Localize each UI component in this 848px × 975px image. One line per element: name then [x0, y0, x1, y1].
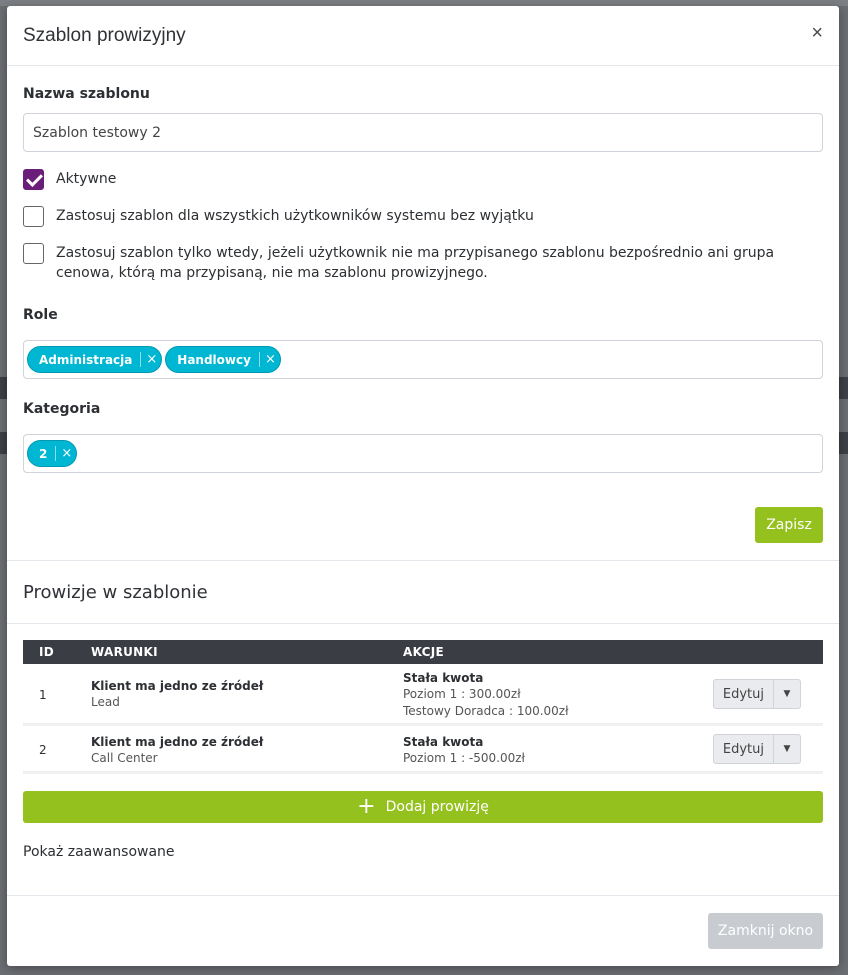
- action-line: Poziom 1 : -500.00zł: [403, 751, 525, 765]
- all-users-checkbox[interactable]: [23, 206, 44, 227]
- caret-down-icon[interactable]: ▼: [783, 689, 791, 699]
- role-tag: [27, 346, 162, 373]
- commissions-title: Prowizje w szablonie: [23, 582, 208, 603]
- active-checkbox[interactable]: [23, 169, 44, 190]
- action-title: Stała kwota: [403, 671, 484, 685]
- modal-title: Szablon prowizyjny: [23, 25, 186, 46]
- remove-tag-icon[interactable]: ×: [140, 352, 157, 367]
- remove-tag-icon[interactable]: ×: [55, 446, 72, 461]
- close-window-button[interactable]: Zamknij okno: [708, 913, 823, 949]
- role-tag-label: Administracja: [39, 352, 133, 367]
- edit-button[interactable]: Edytuj: [714, 735, 774, 763]
- roles-select[interactable]: [23, 340, 823, 379]
- column-id: ID: [39, 645, 55, 659]
- template-name-label: Nazwa szablonu: [23, 86, 150, 102]
- fallback-checkbox-row[interactable]: [23, 243, 826, 283]
- all-users-label: Zastosuj szablon dla wszystkich użytkowników systemu bez wyjątku: [56, 208, 534, 224]
- action-line: Poziom 1 : 300.00zł: [403, 687, 521, 701]
- caret-down-icon[interactable]: ▼: [783, 744, 791, 754]
- condition-value: Lead: [91, 695, 120, 709]
- column-conditions: WARUNKI: [91, 645, 158, 659]
- category-select[interactable]: [23, 434, 823, 473]
- footer-divider: [7, 895, 839, 896]
- condition-value: Call Center: [91, 751, 158, 765]
- edit-split-button: [713, 679, 801, 709]
- condition-title: Klient ma jedno ze źródeł: [91, 679, 264, 693]
- section-divider: [7, 623, 839, 624]
- plus-icon: +: [357, 794, 376, 819]
- category-label: Kategoria: [23, 401, 101, 417]
- row-id: 2: [39, 743, 47, 757]
- role-tag: [165, 346, 281, 373]
- all-users-checkbox-row[interactable]: [23, 206, 826, 227]
- add-commission-label: Dodaj prowizję: [385, 799, 489, 815]
- edit-button[interactable]: Edytuj: [714, 680, 774, 708]
- condition-title: Klient ma jedno ze źródeł: [91, 735, 264, 749]
- active-label: Aktywne: [56, 171, 117, 187]
- save-button[interactable]: Zapisz: [755, 507, 823, 543]
- action-title: Stała kwota: [403, 735, 484, 749]
- commissions-table: [23, 640, 823, 774]
- category-tag-label: 2: [39, 446, 48, 461]
- remove-tag-icon[interactable]: ×: [259, 352, 276, 367]
- row-id: 1: [39, 688, 47, 702]
- template-name-input[interactable]: [23, 113, 823, 152]
- fallback-label: Zastosuj szablon tylko wtedy, jeżeli użytkownik nie ma przypisanego szablonu bezpośrednio ani grupa cenowa, którą ma przypisaną, nie ma szablonu prowizyjnego.: [56, 245, 775, 281]
- modal-header: [7, 6, 839, 66]
- action-line: Testowy Doradca : 100.00zł: [403, 704, 569, 718]
- fallback-checkbox[interactable]: [23, 243, 44, 264]
- edit-split-button: [713, 734, 801, 764]
- active-checkbox-row[interactable]: [23, 169, 826, 190]
- add-commission-button[interactable]: [23, 791, 823, 823]
- category-tag: [27, 440, 77, 467]
- show-advanced-link[interactable]: Pokaż zaawansowane: [23, 844, 175, 860]
- section-divider: [7, 560, 839, 561]
- close-icon[interactable]: ×: [811, 22, 823, 44]
- column-actions: AKCJE: [403, 645, 445, 659]
- table-header: [23, 640, 823, 664]
- table-row: [23, 726, 823, 774]
- commission-template-modal: [7, 6, 839, 966]
- role-tag-label: Handlowcy: [177, 352, 251, 367]
- table-row: [23, 664, 823, 726]
- roles-label: Role: [23, 307, 58, 323]
